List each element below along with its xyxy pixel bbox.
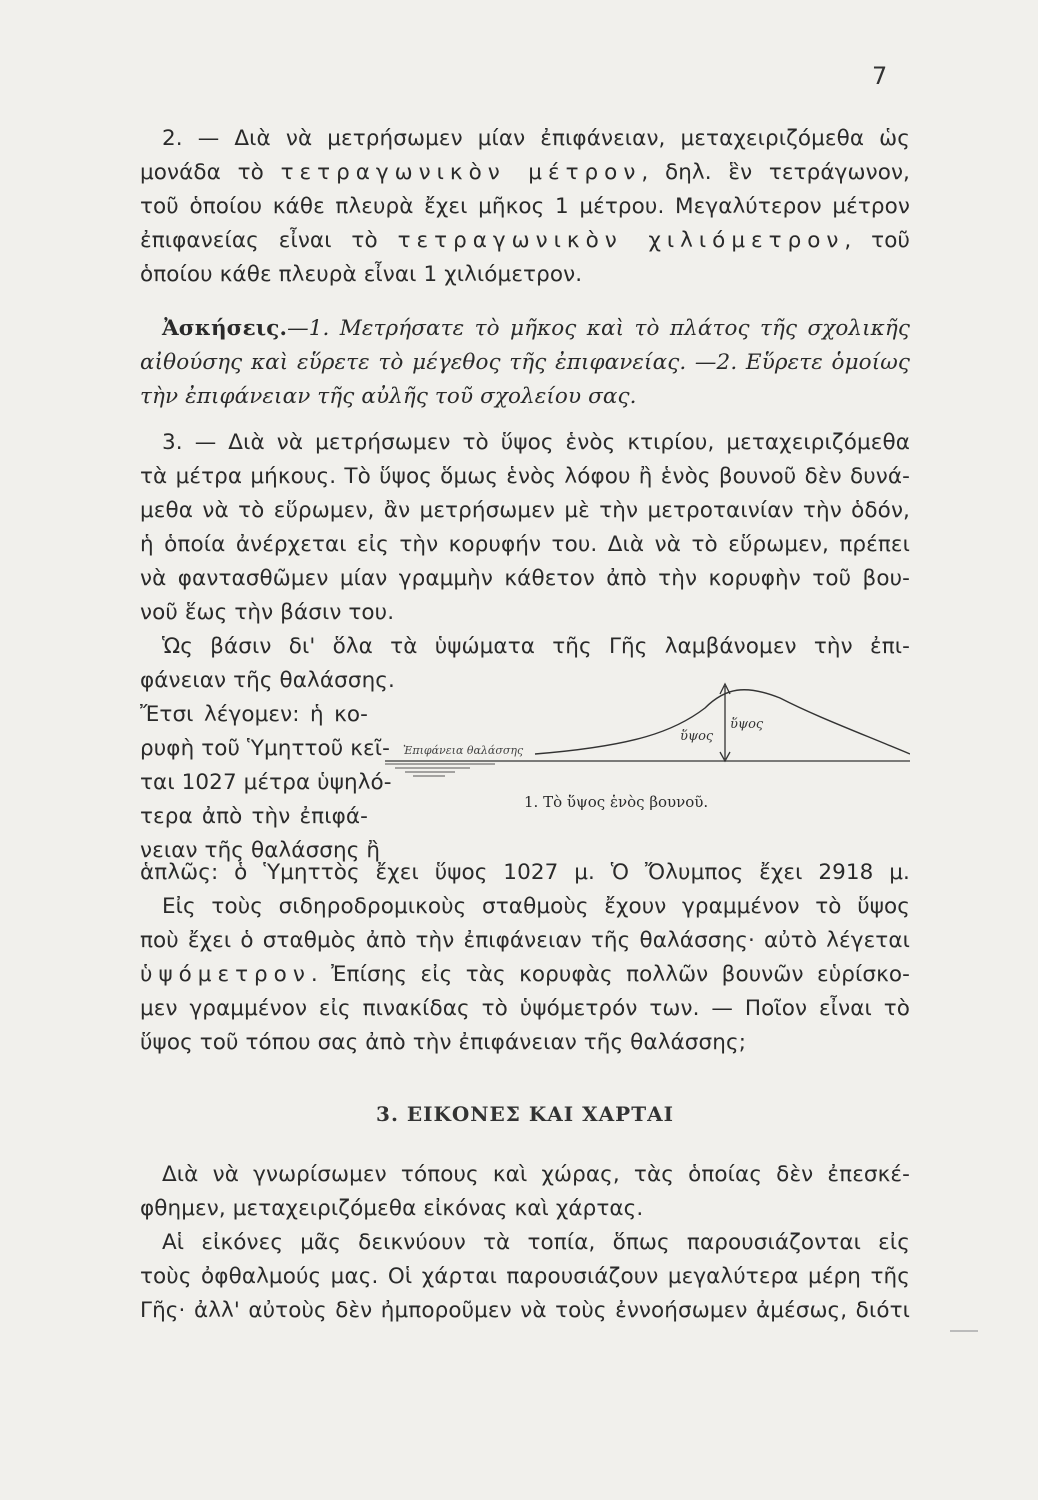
text-line: μεθα νὰ τὸ εὕρωμεν, ἂν μετρήσωμεν μὲ τὴν μετροταινίαν τὴν ὁδόν,	[140, 498, 910, 523]
spaced-term: τετραγωνικὸν μέτρον	[280, 160, 642, 185]
text-line: μονάδα τὸ τετραγωνικὸν μέτρον, δηλ. ἓν τετράγωνον,	[140, 160, 910, 185]
text-line: τοὺς ὀφθαλμούς μας. Οἱ χάρται παρουσιάζουν μεγαλύτερα μέρη τῆς	[140, 1264, 910, 1289]
text-line: τοῦ ὁποίου κάθε πλευρὰ ἔχει μῆκος 1 μέτρου. Μεγαλύτερον μέτρον	[140, 194, 910, 219]
text-line: μεν γραμμένον εἰς πινακίδας τὸ ὑψόμετρόν των. — Ποῖον εἶναι τὸ	[140, 996, 910, 1021]
text-line: ἡ ὁποία ἀνέρχεται εἰς τὴν κορυφήν του. Διὰ νὰ τὸ εὕρωμεν, πρέπει	[140, 532, 910, 557]
height-label: ὕψος	[680, 729, 714, 744]
text-line: ἐπιφανείας εἶναι τὸ τετραγωνικὸν χιλιόμετρον, τοῦ	[140, 228, 910, 253]
text-line: Ἔτσι λέγομεν: ἡ κο-	[140, 702, 368, 727]
figure-caption: 1. Τὸ ὕψος ἑνὸς βουνοῦ.	[524, 793, 709, 811]
text-line: Αἱ εἰκόνες μᾶς δεικνύουν τὰ τοπία, ὅπως παρουσιάζονται εἰς	[162, 1230, 910, 1255]
paragraph-pictures-maps	[140, 1158, 910, 1328]
text-line: Εἰς τοὺς σιδηροδρομικοὺς σταθμοὺς ἔχουν γραμμένον τὸ ὕψος	[162, 894, 910, 919]
text-line: τὴν ἐπιφάνειαν τῆς αὐλῆς τοῦ σχολείου σας.	[140, 384, 637, 409]
text-line: αἰθούσης καὶ εὕρετε τὸ μέγεθος τῆς ἐπιφανείας. —2. Εὕρετε ὁμοίως	[140, 350, 910, 375]
page-number: 7	[872, 62, 888, 90]
height-label-handwritten: ὕψος	[730, 717, 764, 732]
text-line: ὁποίου κάθε πλευρὰ εἶναι 1 χιλιόμετρον.	[140, 262, 583, 287]
spaced-term: ὑψόμετρον	[140, 962, 311, 987]
text-line: νοῦ ἕως τὴν βάσιν του.	[140, 600, 395, 625]
text-line: ται 1027 μέτρα ὑψηλό-	[140, 770, 392, 795]
text-line: τερα ἀπὸ τὴν ἐπιφά-	[140, 804, 368, 829]
text-line: Ὡς βάσιν δι' ὅλα τὰ ὑψώματα τῆς Γῆς λαμβάνομεν τὴν ἐπι-	[162, 634, 910, 659]
text-line: νειαν τῆς θαλάσσης ἢ	[140, 838, 381, 863]
text-line: Ἀσκήσεις.—1. Μετρήσατε τὸ μῆκος καὶ τὸ πλάτος τῆς σχολικῆς	[162, 316, 910, 341]
text-line: ἁπλῶς: ὁ Ὑμηττὸς ἔχει ὕψος 1027 μ. Ὁ Ὄλυμπος ἔχει 2918 μ.	[140, 860, 910, 885]
text-line: τὰ μέτρα μήκους. Τὸ ὕψος ὅμως ἑνὸς λόφου ἢ ἑνὸς βουνοῦ δὲν δυνά-	[140, 464, 910, 489]
text-line: 3. — Διὰ νὰ μετρήσωμεν τὸ ὕψος ἑνὸς κτιρίου, μεταχειριζόμεθα	[162, 430, 910, 455]
mountain-profile	[535, 690, 910, 754]
exercises	[140, 312, 910, 414]
spaced-term: τετραγωνικὸν χιλιόμετρον	[397, 228, 845, 253]
text-line: 2. — Διὰ νὰ μετρήσωμεν μίαν ἐπιφάνειαν, μεταχειριζόμεθα ὡς	[162, 126, 910, 151]
text-line: ὕψος τοῦ τόπου σας ἀπὸ τὴν ἐπιφάνειαν τῆς θαλάσσης;	[140, 1030, 747, 1055]
text-line: φθημεν, μεταχειριζόμεθα εἰκόνας καὶ χάρτας.	[140, 1196, 644, 1221]
text-line: φάνειαν τῆς θαλάσσης.	[140, 668, 395, 693]
text-line: ρυφὴ τοῦ Ὑμηττοῦ κεῖ-	[140, 736, 391, 761]
text-line: ποὺ ἔχει ὁ σταθμὸς ἀπὸ τὴν ἐπιφάνειαν τῆς θαλάσσης· αὐτὸ λέγεται	[140, 928, 910, 953]
text-line: νὰ φαντασθῶμεν μίαν γραμμὴν κάθετον ἀπὸ τὴν κορυφὴν τοῦ βου-	[140, 566, 910, 591]
exercises-label: Ἀσκήσεις.	[162, 316, 288, 341]
text-line: Διὰ νὰ γνωρίσωμεν τόπους καὶ χώρας, τὰς ὁποίας δὲν ἐπεσκέ-	[162, 1162, 910, 1187]
margin-mark	[950, 1330, 978, 1332]
text-line: ὑψόμετρον. Ἐπίσης εἰς τὰς κορυφὰς πολλῶν βουνῶν εὑρίσκο-	[140, 962, 910, 987]
paragraph-height-measure	[140, 426, 910, 630]
sea-surface-label: Ἐπιφάνεια θαλάσσης	[403, 744, 524, 757]
paragraph-altitude	[140, 856, 910, 1060]
text-line: Γῆς· ἀλλ' αὐτοὺς δὲν ἠμποροῦμεν νὰ τοὺς ἐννοήσωμεν ἀμέσως, διότι	[140, 1298, 910, 1323]
paragraph-surface-measure	[140, 122, 910, 292]
section-heading: 3. ΕΙΚΟΝΕΣ ΚΑΙ ΧΑΡΤΑΙ	[376, 1102, 674, 1126]
